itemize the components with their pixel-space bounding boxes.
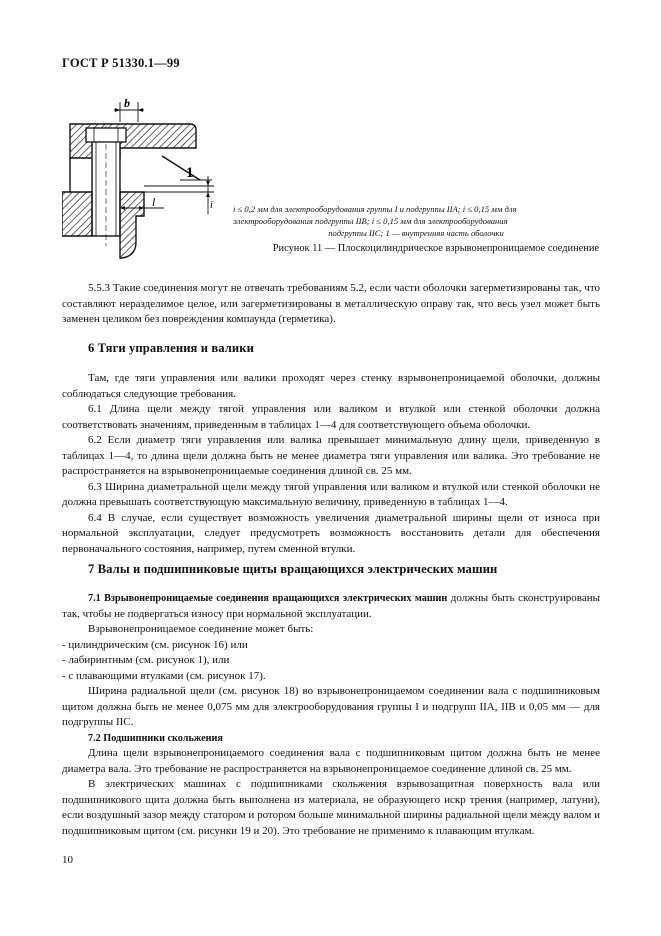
list-item-labyrinth: - лабиринтным (см. рисунок 1), или	[62, 654, 230, 666]
label-1: 1	[186, 165, 194, 181]
paragraph-7-2-a: Длина щели взрывонепроницаемого соединения вала с подшипниковым щитом должна быть не менее диаметра вала. Это требование не распространяется на взрывонепроницаемое соединение длиной св. 25 мм.	[62, 747, 600, 775]
section-7-heading: 7 Валы и подшипниковые щиты вращающихся электрических машин	[88, 562, 498, 576]
paragraph-6-1: 6.1 Длина щели между тягой управления или валиком и втулкой или стенкой оболочки должна соответствовать значениям, приведенным в таблицах 1—4 для соответствующего объема оболочки.	[62, 403, 600, 431]
document-header: ГОСТ Р 51330.1—99	[62, 56, 180, 70]
paragraph-7-1-lead: 7.1 Взрывонепроницаемые соединения вращающихся электрических машин	[88, 593, 448, 604]
label-i: i	[210, 200, 213, 211]
paragraph-7-1-rest: должны быть сконструированы так, чтобы не подвергаться износу при нормальной эксплуатации.	[62, 592, 600, 620]
enclosure-body	[62, 192, 92, 236]
figure-note-line-3: подгруппы IIC; 1 — внутренняя часть оболочки	[328, 228, 504, 238]
page-number: 10	[62, 854, 73, 866]
paragraph-6-4: 6.4 В случае, если существует возможность увеличения диаметральной ширины щели от износа при нормальной эксплуатации, следует предусмотреть возможность восстановить детали для обеспечения первоначального состояния, например, путем сменной втулки.	[62, 511, 600, 555]
figure-note-line-1: i ≤ 0,2 мм для электрооборудования группы I и подгруппы IIA; i ≤ 0,15 мм для	[233, 204, 517, 214]
paragraph-5-5-3: 5.5.3 Такие соединения могут не отвечать требованиям 5.2, если части оболочки загерметизированы так, что составляют неразделимое целое, или загерметизированы в металлическую оправу так, что весь узел может быть заменен целиком без повреждения компаунда (герметика).	[62, 282, 600, 325]
section-6-intro: Там, где тяги управления или валики проходят через стенку взрывонепроницаемой оболочки, должны соблюдаться следующие требования.	[62, 372, 600, 400]
enclosure-flange	[120, 192, 144, 258]
bolt-head	[86, 128, 126, 142]
list-intro: Взрывонепроницаемое соединение может быть:	[88, 623, 314, 635]
figure-11-drawing	[62, 96, 222, 266]
figure-note	[233, 203, 599, 239]
section-7-body	[62, 591, 600, 839]
list-item-floating: - с плавающими втулками (см. рисунок 17).	[62, 669, 266, 682]
paragraph-7-2-b: В электрических машинах с подшипниками скольжения взрывозащитная поверхность вала или подшипникового щита должна быть выполнена из материала, не образующего искр трения (например, латуни), если воздушный зазор между статором и ротором больше минимальной ширины радиальной щели между валом и подшипниковым щитом (см. рисунки 19 и 20). Это требование не применимо к плавающим втулкам.	[62, 778, 600, 837]
paragraph-6-2: 6.2 Если диаметр тяги управления или валика превышает минимальную длину щели, приведенную в таблицах 1—4, то длина щели должна быть не менее диаметра тяги управления или валика. Это требование не распространяется на взрывонепроницаемые соединения длиной св. 25 мм.	[62, 434, 600, 477]
paragraph-7-1	[62, 591, 600, 622]
paragraph-radial-gap: Ширина радиальной щели (см. рисунок 18) во взрывонепроницаемом соединении вала с подшипниковым щитом должна быть не менее 0,075 мм для электрооборудования группы I и подгрупп IIA, IIB и 0,05 мм — для подгруппы IIC.	[62, 685, 600, 728]
paragraph-6-3: 6.3 Ширина диаметральной щели между тягой управления или валиком и втулкой или стенкой оболочки не должна превышать соответствующую максимальную величину, приведенную в таблицах 1—4.	[62, 480, 600, 508]
list-item-cylindrical: - цилиндрическим (см. рисунок 16) или	[62, 638, 248, 651]
section-6-body	[62, 371, 600, 557]
figure-caption: Рисунок 11 — Плоскоцилиндрическое взрывонепроницаемое соединение	[272, 243, 599, 254]
subsection-7-2-heading: 7.2 Подшипники скольжения	[88, 732, 223, 744]
section-6-heading: 6 Тяги управления и валики	[88, 341, 254, 355]
clause-5-5-3	[62, 281, 600, 328]
figure-note-line-2: электрооборудования подгруппы IIB; i ≤ 0,15 мм для электрооборудования	[233, 216, 508, 226]
label-l: l	[152, 195, 156, 209]
label-b: b	[124, 96, 130, 110]
